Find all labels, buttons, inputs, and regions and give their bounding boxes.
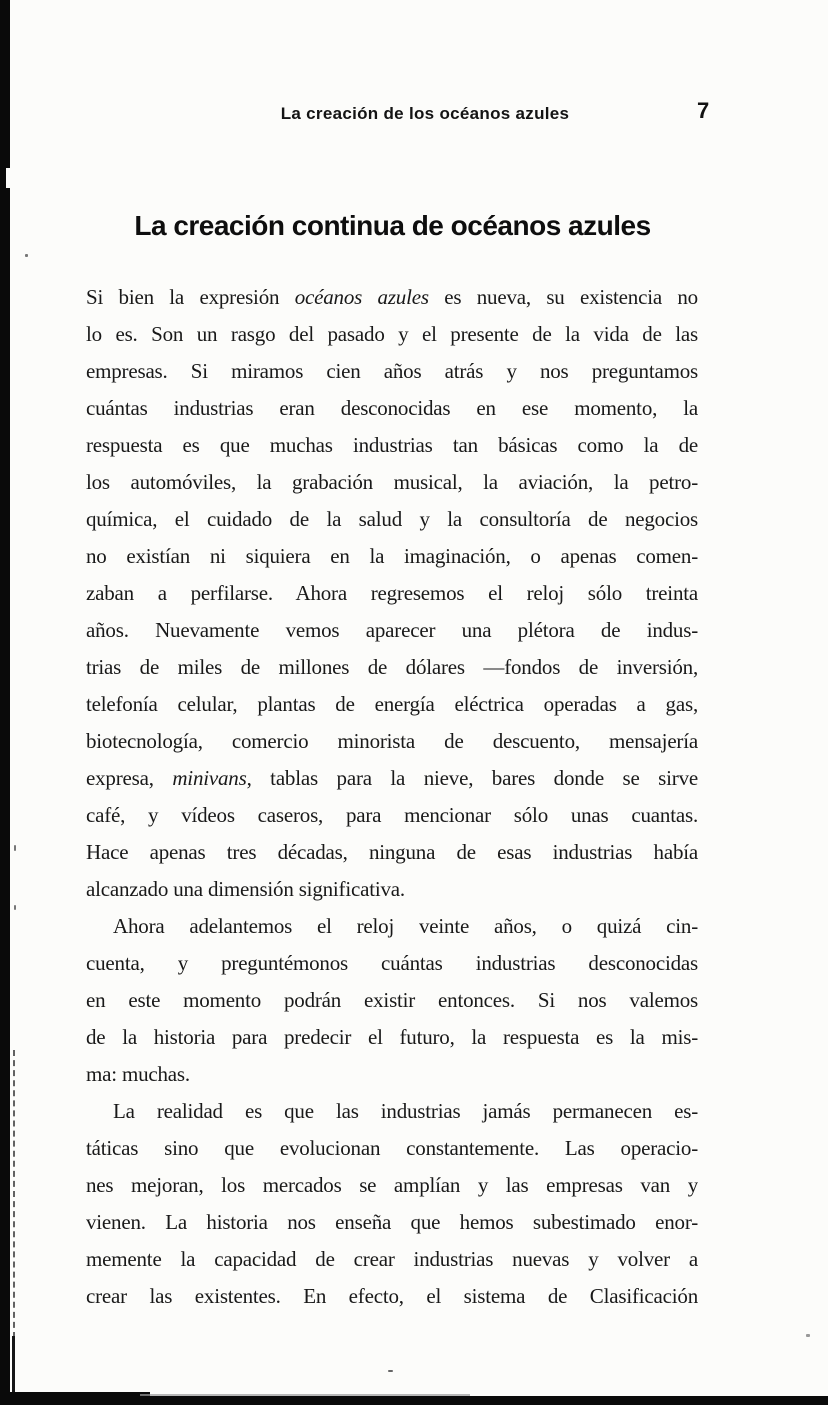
scan-fold-solid-line — [12, 1336, 15, 1392]
italic-text: minivans — [172, 766, 247, 790]
text-segment: crear las existentes. En efecto, el sistema de Clasificación — [86, 1284, 698, 1308]
body-line — [86, 1056, 698, 1093]
text-segment: ma: muchas. — [86, 1062, 190, 1086]
scan-bottom-bar-left — [0, 1392, 150, 1405]
text-segment: memente la capacidad de crear industrias nuevas y volver a — [86, 1247, 698, 1271]
text-segment: nes mejoran, los mercados se amplían y las empresas van y — [86, 1173, 698, 1197]
body-line — [86, 353, 698, 390]
text-segment: La realidad es que las industrias jamás permanecen es- — [113, 1099, 698, 1123]
text-segment: años. Nuevamente vemos aparecer una plétora de indus- — [86, 618, 698, 642]
body-line — [86, 1278, 698, 1315]
scan-speck — [25, 254, 28, 257]
text-segment: café, y vídeos caseros, para mencionar sólo unas cuantas. — [86, 803, 698, 827]
body-line — [86, 982, 698, 1019]
body-line — [86, 723, 698, 760]
running-title: La creación de los océanos azules — [280, 104, 570, 123]
body-line — [86, 464, 698, 501]
body-line — [86, 279, 698, 316]
body-line — [86, 575, 698, 612]
body-line — [86, 1093, 698, 1130]
body-line — [86, 316, 698, 353]
scan-binding-bar-notch — [6, 168, 10, 188]
text-segment: cuántas industrias eran desconocidas en ese momento, la — [86, 396, 698, 420]
scan-binding-bar — [0, 0, 10, 1405]
body-line — [86, 649, 698, 686]
body-line — [86, 686, 698, 723]
body-line — [86, 1130, 698, 1167]
scan-fold-dashed-line — [13, 1050, 15, 1338]
italic-text: océanos azules — [294, 285, 429, 309]
body-line — [86, 612, 698, 649]
scan-smudge — [140, 1394, 470, 1396]
text-segment: trias de miles de millones de dólares —fondos de inversión, — [86, 655, 698, 679]
scan-speck — [14, 905, 16, 910]
text-segment: los automóviles, la grabación musical, la aviación, la petro- — [86, 470, 698, 494]
body-line — [86, 1204, 698, 1241]
text-segment: táticas sino que evolucionan constantemente. Las operacio- — [86, 1136, 698, 1160]
body-line — [86, 1241, 698, 1278]
text-segment: vienen. La historia nos enseña que hemos subestimado enor- — [86, 1210, 698, 1234]
text-segment: es nueva, su existencia no — [428, 285, 698, 309]
body-line — [86, 538, 698, 575]
text-segment: biotecnología, comercio minorista de descuento, mensajería — [86, 729, 698, 753]
body-line — [86, 390, 698, 427]
text-segment: zaban a perfilarse. Ahora regresemos el reloj sólo treinta — [86, 581, 698, 605]
text-segment: , tablas para la nieve, bares donde se sirve — [246, 766, 698, 790]
page-number: 7 — [697, 98, 710, 123]
body-line — [86, 945, 698, 982]
body-line — [86, 908, 698, 945]
text-segment: Ahora adelantemos el reloj veinte años, o quizá cin- — [113, 914, 698, 938]
body-text — [86, 279, 698, 1315]
chapter-title: La creación continua de océanos azules — [134, 210, 651, 241]
body-line — [86, 871, 698, 908]
body-line — [86, 427, 698, 464]
text-segment: lo es. Son un rasgo del pasado y el presente de la vida de las — [86, 322, 698, 346]
text-segment: telefonía celular, plantas de energía eléctrica operadas a gas, — [86, 692, 698, 716]
body-line — [86, 1167, 698, 1204]
text-segment: expresa, — [86, 766, 173, 790]
body-line — [86, 760, 698, 797]
text-segment: química, el cuidado de la salud y la consultoría de negocios — [86, 507, 698, 531]
text-segment: Hace apenas tres décadas, ninguna de esas industrias había — [86, 840, 698, 864]
scan-speck — [388, 1370, 393, 1372]
body-line — [86, 797, 698, 834]
body-line — [86, 1019, 698, 1056]
running-header — [85, 104, 765, 124]
body-line — [86, 501, 698, 538]
text-segment: respuesta es que muchas industrias tan básicas como la de — [86, 433, 698, 457]
text-segment: cuenta, y preguntémonos cuántas industrias desconocidas — [86, 951, 698, 975]
text-segment: empresas. Si miramos cien años atrás y nos preguntamos — [86, 359, 698, 383]
text-segment: alcanzado una dimensión significativa. — [86, 877, 405, 901]
text-segment: Si bien la expresión — [86, 285, 295, 309]
scan-speck — [806, 1334, 810, 1337]
text-segment: no existían ni siquiera en la imaginación, o apenas comen- — [86, 544, 698, 568]
body-line — [86, 834, 698, 871]
scan-speck — [14, 845, 16, 851]
text-segment: de la historia para predecir el futuro, la respuesta es la mis- — [86, 1025, 698, 1049]
text-segment: en este momento podrán existir entonces. Si nos valemos — [86, 988, 698, 1012]
